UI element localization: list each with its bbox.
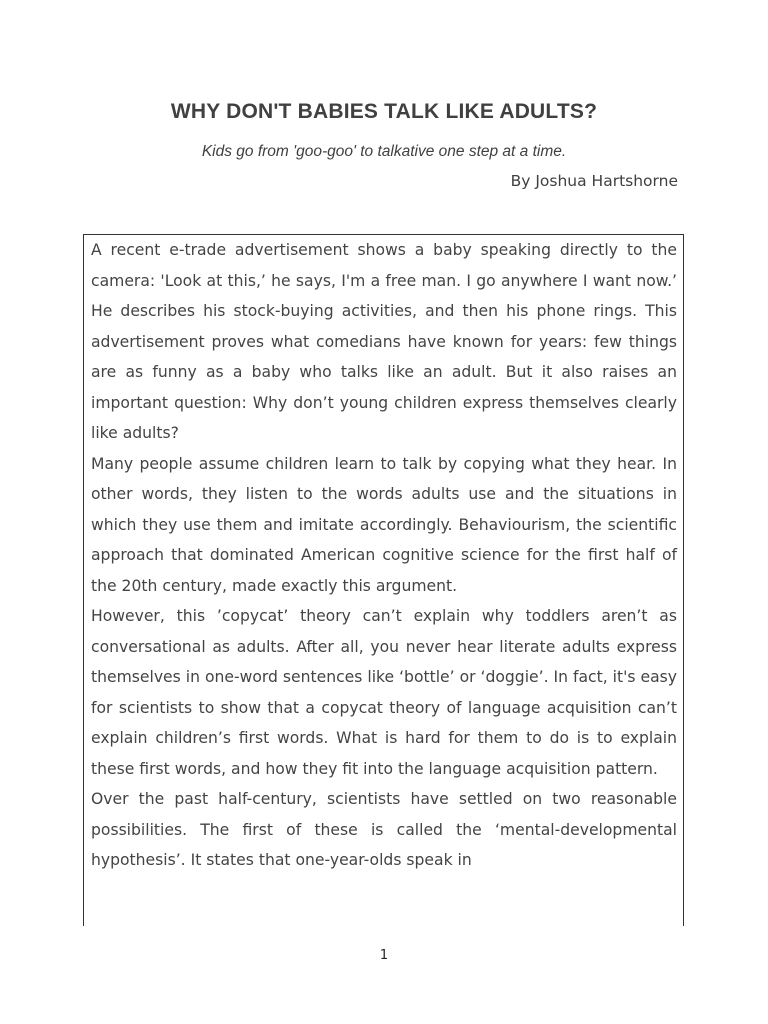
article-body (84, 235, 683, 876)
paragraph-4: Over the past half-century, scientists have settled on two reasonable possibilities. The first of these is called the ‘mental-developmental hypothesis’. It states that one-year-olds speak in (91, 790, 677, 869)
article-text-box (83, 234, 684, 926)
article-title: WHY DON'T BABIES TALK LIKE ADULTS? (170, 100, 598, 123)
paragraph-1: A recent e-trade advertisement shows a baby speaking directly to the camera: 'Look at this,’ he says, I'm a free man. I go anywhere I want now.’ He describes his stock-buying activities, and then his phone rings. This advertisement proves what comedians have known for years: few things are as funny as a baby who talks like an adult. But it also raises an important question: Why don’t young children express themselves clearly like adults? (91, 241, 677, 442)
paragraph-2: Many people assume children learn to talk by copying what they hear. In other words, they listen to the words adults use and the situations in which they use them and imitate accordingly. Behaviourism, the scientific approach that dominated American cognitive science for the first half of the 20th century, made exactly this argument. (91, 454, 677, 595)
article-byline: By Joshua Hartshorne (510, 172, 678, 190)
article-subtitle: Kids go from 'goo-goo' to talkative one step at a time. (201, 143, 567, 160)
paragraph-3: However, this ’copycat’ theory can’t explain why toddlers aren’t as conversational as adults. After all, you never hear literate adults express themselves in one-word sentences like ‘bottle’ or ‘doggie’. In fact, it's easy for scientists to show that a copycat theory of language acquisition can’t explain children’s first words. What is hard for them to do is to explain these first words, and how they fit into the language acquisition pattern. (91, 607, 677, 778)
page-number: 1 (379, 948, 389, 963)
